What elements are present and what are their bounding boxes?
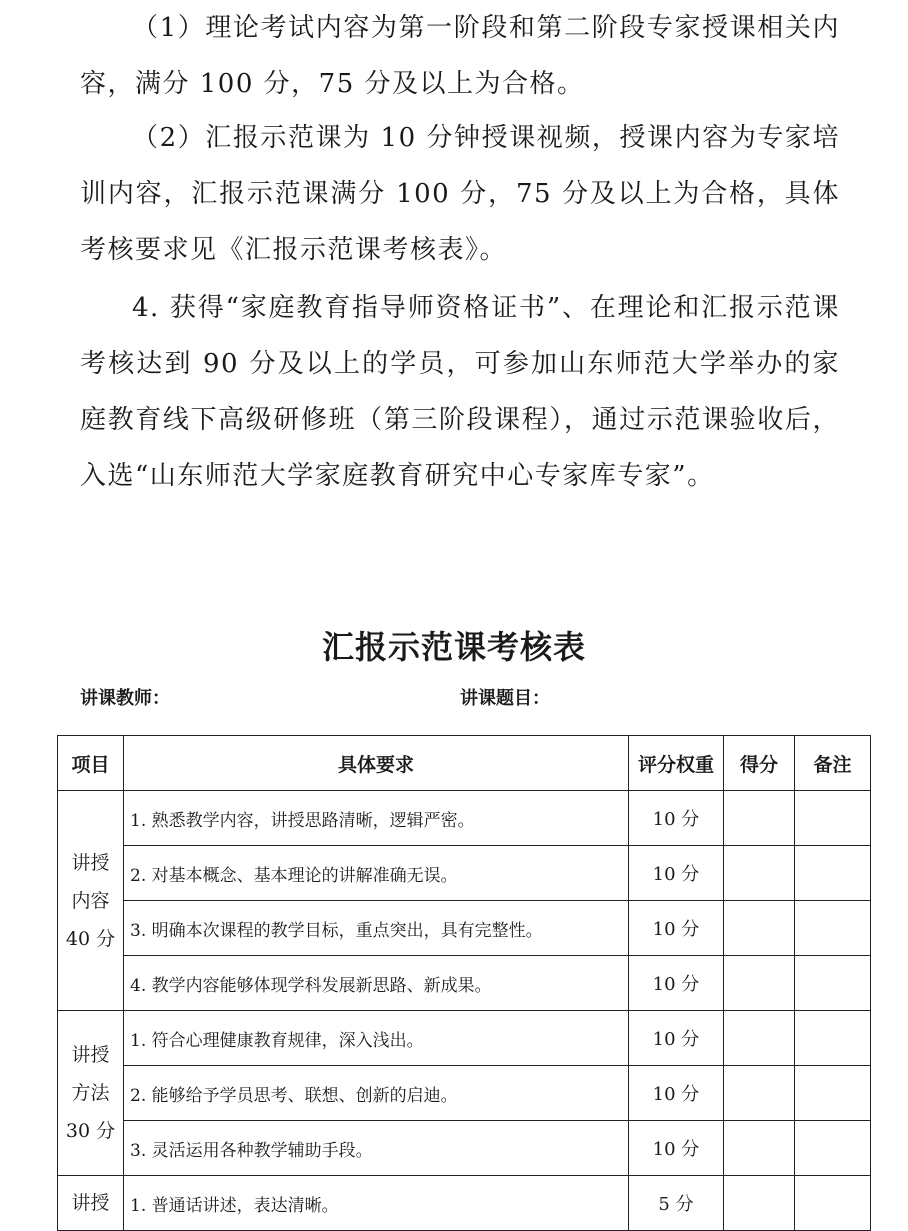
score-cell[interactable] (724, 1121, 795, 1176)
category-delivery (58, 1176, 124, 1231)
remarks-cell[interactable] (795, 956, 871, 1011)
header-score: 得分 (724, 736, 795, 791)
remarks-cell[interactable] (795, 1176, 871, 1231)
score-cell[interactable] (724, 1066, 795, 1121)
table-row (58, 1176, 871, 1231)
header-weight: 评分权重 (629, 736, 724, 791)
category-line: 讲授 (71, 1192, 110, 1214)
remarks-cell[interactable] (795, 1011, 871, 1066)
requirement-cell: 3. 明确本次课程的教学目标，重点突出，具有完整性。 (124, 901, 629, 956)
header-remarks: 备注 (795, 736, 871, 791)
remarks-cell[interactable] (795, 791, 871, 846)
score-cell[interactable] (724, 1011, 795, 1066)
remarks-cell[interactable] (795, 1066, 871, 1121)
table-row (58, 846, 871, 901)
header-item: 项目 (58, 736, 124, 791)
table-row (58, 901, 871, 956)
weight-cell: 10 分 (629, 791, 724, 846)
score-cell[interactable] (724, 1176, 795, 1231)
remarks-cell[interactable] (795, 901, 871, 956)
remarks-cell[interactable] (795, 1121, 871, 1176)
score-cell[interactable] (724, 901, 795, 956)
paragraph-advanced-training: 4. 获得“家庭教育指导师资格证书”、在理论和汇报示范课考核达到 90 分及以上的学员，可参加山东师范大学举办的家庭教育线下高级研修班（第三阶段课程），通过示范课验收后，入选“山东师范大学家庭教育研究中心专家库专家”。 (80, 293, 840, 491)
paragraph-demo-lesson: （2）汇报示范课为 10 分钟授课视频，授课内容为专家培训内容，汇报示范课满分 100 分，75 分及以上为合格，具体考核要求见《汇报示范课考核表》。 (80, 123, 840, 265)
table-row (58, 1011, 871, 1066)
category-line: 30 分 (65, 1120, 116, 1142)
teacher-field-label: 讲课教师： (80, 688, 170, 709)
category-line: 讲授 (71, 1044, 110, 1066)
header-requirement: 具体要求 (124, 736, 629, 791)
requirement-cell: 2. 能够给予学员思考、联想、创新的启迪。 (124, 1066, 629, 1121)
category-line: 讲授 (71, 851, 110, 874)
weight-cell: 10 分 (629, 846, 724, 901)
score-cell[interactable] (724, 956, 795, 1011)
weight-cell: 5 分 (629, 1176, 724, 1231)
requirement-cell: 1. 符合心理健康教育规律，深入浅出。 (124, 1011, 629, 1066)
requirement-cell: 4. 教学内容能够体现学科发展新思路、新成果。 (124, 956, 629, 1011)
table-header-row (58, 736, 871, 791)
requirement-cell: 3. 灵活运用各种教学辅助手段。 (124, 1121, 629, 1176)
requirement-cell: 1. 熟悉教学内容，讲授思路清晰，逻辑严密。 (124, 791, 629, 846)
weight-cell: 10 分 (629, 901, 724, 956)
category-line: 方法 (71, 1082, 110, 1104)
weight-cell: 10 分 (629, 1011, 724, 1066)
remarks-cell[interactable] (795, 846, 871, 901)
category-line: 内容 (71, 889, 110, 912)
table-row (58, 1066, 871, 1121)
topic-field-label: 讲课题目： (460, 688, 550, 709)
weight-cell: 10 分 (629, 1121, 724, 1176)
assessment-table (57, 735, 871, 1231)
table-row (58, 956, 871, 1011)
table-row (58, 791, 871, 846)
category-line: 40 分 (65, 927, 116, 950)
score-cell[interactable] (724, 846, 795, 901)
category-method (58, 1011, 124, 1176)
table-title: 汇报示范课考核表 (321, 628, 586, 666)
score-cell[interactable] (724, 791, 795, 846)
weight-cell: 10 分 (629, 956, 724, 1011)
paragraph-theory-exam: （1）理论考试内容为第一阶段和第二阶段专家授课相关内容，满分 100 分，75 分及以上为合格。 (80, 13, 840, 99)
requirement-cell: 1. 普通话讲述，表达清晰。 (124, 1176, 629, 1231)
category-content (58, 791, 124, 1011)
table-row (58, 1121, 871, 1176)
requirement-cell: 2. 对基本概念、基本理论的讲解准确无误。 (124, 846, 629, 901)
weight-cell: 10 分 (629, 1066, 724, 1121)
